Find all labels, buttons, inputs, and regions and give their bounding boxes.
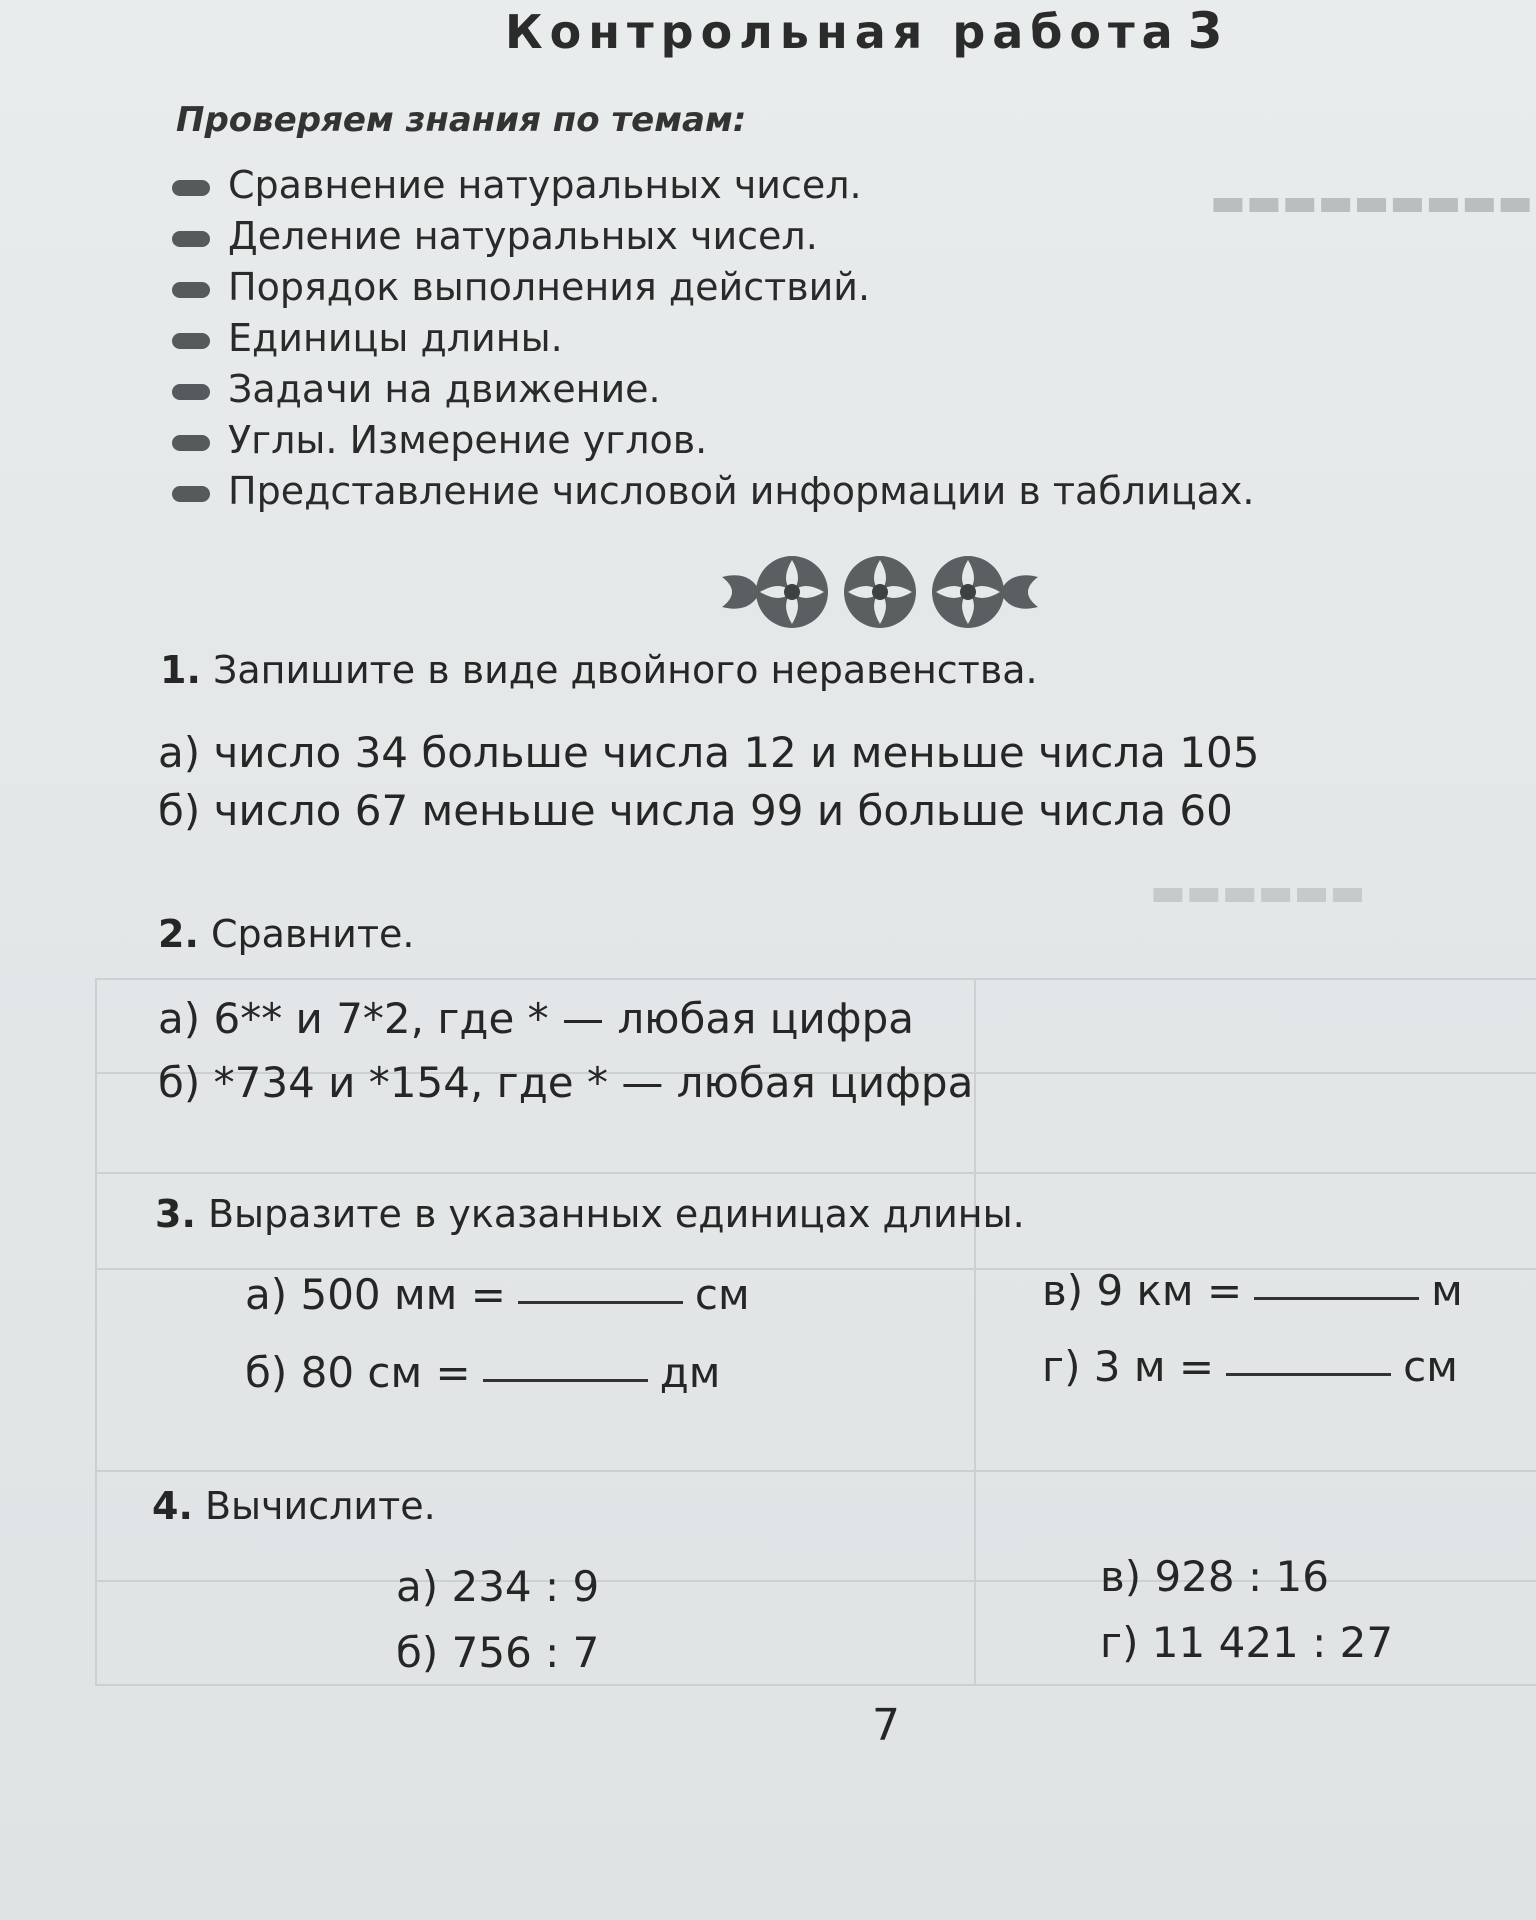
topics-heading: Проверяем знания по темам: — [176, 100, 747, 140]
list-item: Представление числовой информации в таблицах. — [168, 466, 1254, 517]
bullet-icon — [172, 231, 210, 247]
task-3-item-v: в) 9 км = м — [1042, 1266, 1463, 1315]
answer-blank — [483, 1369, 648, 1382]
task-3-item-b: б) 80 см = дм — [245, 1348, 721, 1397]
task-3-item-a: а) 500 мм = см — [245, 1270, 750, 1319]
list-item: Единицы длины. — [168, 313, 1254, 364]
list-item: Задачи на движение. — [168, 364, 1254, 415]
list-item: Сравнение натуральных чисел. — [168, 160, 1254, 211]
table-grid-line — [95, 978, 1536, 980]
task-1-item-a: а) число 34 больше числа 12 и меньше числа 105 — [158, 728, 1260, 777]
bullet-icon — [172, 486, 210, 502]
bullet-icon — [172, 282, 210, 298]
task-4-item-a: а) 234 : 9 — [396, 1562, 600, 1611]
bullet-icon — [172, 384, 210, 400]
page-number: 7 — [872, 1700, 900, 1751]
bullet-icon — [172, 333, 210, 349]
task-3-item-g: г) 3 м = см — [1042, 1342, 1458, 1391]
task-4-item-v: в) 928 : 16 — [1100, 1552, 1329, 1601]
ornament-icon — [720, 552, 1040, 632]
answer-blank — [1226, 1363, 1391, 1376]
table-grid-line — [95, 1172, 1536, 1174]
list-item: Деление натуральных чисел. — [168, 211, 1254, 262]
show-through-text: ▬▬▬▬▬▬▬▬▬ — [1210, 180, 1534, 224]
task-2-item-a: а) 6** и 7*2, где * — любая цифра — [158, 994, 914, 1043]
table-grid-line — [95, 978, 97, 1686]
task-4-heading: 4. Вычислите. — [152, 1484, 436, 1528]
list-item: Порядок выполнения действий. — [168, 262, 1254, 313]
answer-blank — [518, 1291, 683, 1304]
task-2-item-b: б) *734 и *154, где * — любая цифра — [158, 1058, 974, 1107]
task-1-heading: 1. Запишите в виде двойного неравенства. — [160, 648, 1038, 692]
answer-blank — [1254, 1287, 1419, 1300]
show-through-text: ▬▬▬▬▬▬ — [1150, 870, 1366, 914]
bullet-icon — [172, 435, 210, 451]
table-grid-line — [974, 978, 976, 1686]
task-2-heading: 2. Сравните. — [158, 912, 415, 956]
task-3-heading: 3. Выразите в указанных единицах длины. — [155, 1192, 1025, 1236]
bullet-icon — [172, 180, 210, 196]
task-4-item-b: б) 756 : 7 — [396, 1628, 600, 1677]
table-grid-line — [95, 1684, 1536, 1686]
page-title: Контрольная работа 3 — [505, 2, 1230, 60]
table-grid-line — [95, 1470, 1536, 1472]
topics-list — [168, 160, 1254, 517]
task-4-item-g: г) 11 421 : 27 — [1100, 1618, 1394, 1667]
task-1-item-b: б) число 67 меньше числа 99 и больше числа 60 — [158, 786, 1233, 835]
list-item: Углы. Измерение углов. — [168, 415, 1254, 466]
